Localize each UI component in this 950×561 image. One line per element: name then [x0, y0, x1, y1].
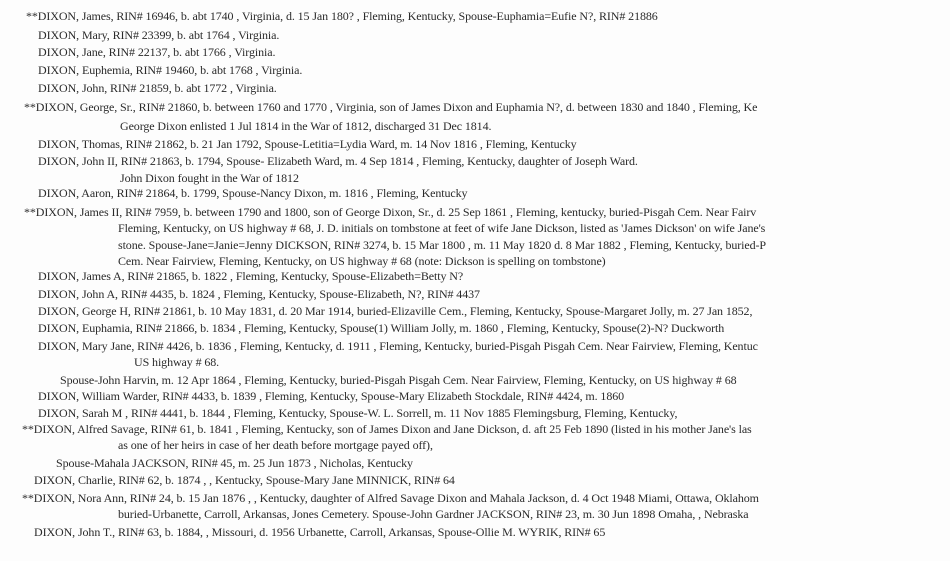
record-line: **DIXON, James, RIN# 16946, b. abt 1740 , Virginia, d. 15 Jan 180? , Fleming, Kentucky, Spouse-Euphamia=Eufie N?, RIN# 21886	[26, 9, 658, 23]
record-line: DIXON, Charlie, RIN# 62, b. 1874 , , Kentucky, Spouse-Mary Jane MINNICK, RIN# 64	[34, 473, 455, 487]
record-note: US highway # 68.	[134, 355, 220, 369]
record-line: DIXON, Euphamia, RIN# 21866, b. 1834 , Fleming, Kentucky, Spouse(1) William Jolly, m. 1860 , Fleming, Kentucky, Spouse(2)-N? Duckworth	[38, 321, 725, 335]
record-note: Fleming, Kentucky, on US highway # 68, J. D. initials on tombstone at feet of wife Jane Dickson, listed as 'James Dickson' on wife Jane's	[118, 221, 766, 235]
record-note: John Dixon fought in the War of 1812	[120, 171, 299, 185]
record-line: **DIXON, Alfred Savage, RIN# 61, b. 1841 , Fleming, Kentucky, son of James Dixon and Jane Dickson, d. aft 25 Feb 1890 (listed in his mother Jane's las	[22, 422, 752, 436]
record-line: DIXON, Mary Jane, RIN# 4426, b. 1836 , Fleming, Kentucky, d. 1911 , Fleming, Kentucky, buried-Pisgah Pisgah Cem. Near Fairview, Fleming, Kentuc	[38, 339, 758, 353]
record-note: stone. Spouse-Jane=Janie=Jenny DICKSON, RIN# 3274, b. 15 Mar 1800 , m. 11 May 1820 d. 8 Mar 1882 , Fleming, Kentucky, buried-P	[118, 238, 766, 252]
record-note: buried-Urbanette, Carroll, Arkansas, Jones Cemetery. Spouse-John Gardner JACKSON, RIN# 23, m. 30 Jun 1898 Omaha, , Nebraska	[118, 507, 749, 521]
record-note: as one of her heirs in case of her death before mortgage payed off),	[118, 438, 433, 452]
record-line: DIXON, John II, RIN# 21863, b. 1794, Spouse- Elizabeth Ward, m. 4 Sep 1814 , Fleming, Kentucky, daughter of Joseph Ward.	[38, 154, 638, 168]
record-line: DIXON, John, RIN# 21859, b. abt 1772 , Virginia.	[38, 81, 277, 95]
record-note: Spouse-John Harvin, m. 12 Apr 1864 , Fleming, Kentucky, buried-Pisgah Pisgah Cem. Near Fairview, Fleming, Kentucky, on US highway # 68	[60, 373, 737, 387]
record-line: **DIXON, George, Sr., RIN# 21860, b. between 1760 and 1770 , Virginia, son of James Dixon and Euphamia N?, d. between 1830 and 1840 , Fleming, Ke	[24, 100, 758, 114]
record-line: DIXON, George H, RIN# 21861, b. 10 May 1831, d. 20 Mar 1914, buried-Elizaville Cem., Fleming, Kentucky, Spouse-Margaret Jolly, m. 27 Jan 1852,	[38, 304, 753, 318]
record-line: DIXON, Thomas, RIN# 21862, b. 21 Jan 1792, Spouse-Letitia=Lydia Ward, m. 14 Nov 1816 , Fleming, Kentucky	[38, 137, 577, 151]
record-note: Cem. Near Fairview, Fleming, Kentucky, on US highway # 68 (note: Dickson is spelling on tombstone)	[118, 254, 606, 268]
record-line: DIXON, Euphemia, RIN# 19460, b. abt 1768 , Virginia.	[38, 63, 303, 77]
record-note: Spouse-Mahala JACKSON, RIN# 45, m. 25 Jun 1873 , Nicholas, Kentucky	[56, 456, 413, 470]
record-line: **DIXON, James II, RIN# 7959, b. between 1790 and 1800, son of George Dixon, Sr., d. 25 Sep 1861 , Fleming, kentucky, buried-Pisgah Cem. Near Fairv	[24, 205, 757, 219]
record-line: DIXON, John A, RIN# 4435, b. 1824 , Fleming, Kentucky, Spouse-Elizabeth, N?, RIN# 4437	[38, 287, 480, 301]
record-line: DIXON, James A, RIN# 21865, b. 1822 , Fleming, Kentucky, Spouse-Elizabeth=Betty N?	[38, 269, 464, 283]
record-line: DIXON, Mary, RIN# 23399, b. abt 1764 , Virginia.	[38, 28, 280, 42]
record-note: George Dixon enlisted 1 Jul 1814 in the War of 1812, discharged 31 Dec 1814.	[120, 119, 492, 133]
record-line: DIXON, Aaron, RIN# 21864, b. 1799, Spouse-Nancy Dixon, m. 1816 , Fleming, Kentucky	[38, 186, 468, 200]
record-line: DIXON, Jane, RIN# 22137, b. abt 1766 , Virginia.	[38, 45, 276, 59]
record-line: **DIXON, Nora Ann, RIN# 24, b. 15 Jan 1876 , , Kentucky, daughter of Alfred Savage Dixon and Mahala Jackson, d. 4 Oct 1948 Miami, Ottawa, Oklahom	[22, 491, 759, 505]
record-line: DIXON, William Warder, RIN# 4433, b. 1839 , Fleming, Kentucky, Spouse-Mary Elizabeth Stockdale, RIN# 4424, m. 1860	[38, 389, 625, 403]
record-line: DIXON, Sarah M , RIN# 4441, b. 1844 , Fleming, Kentucky, Spouse-W. L. Sorrell, m. 11 Nov 1885 Flemingsburg, Fleming, Kentucky,	[38, 406, 678, 420]
record-line: DIXON, John T., RIN# 63, b. 1884, , Missouri, d. 1956 Urbanette, Carroll, Arkansas, Spouse-Ollie M. WYRIK, RIN# 65	[34, 525, 606, 539]
